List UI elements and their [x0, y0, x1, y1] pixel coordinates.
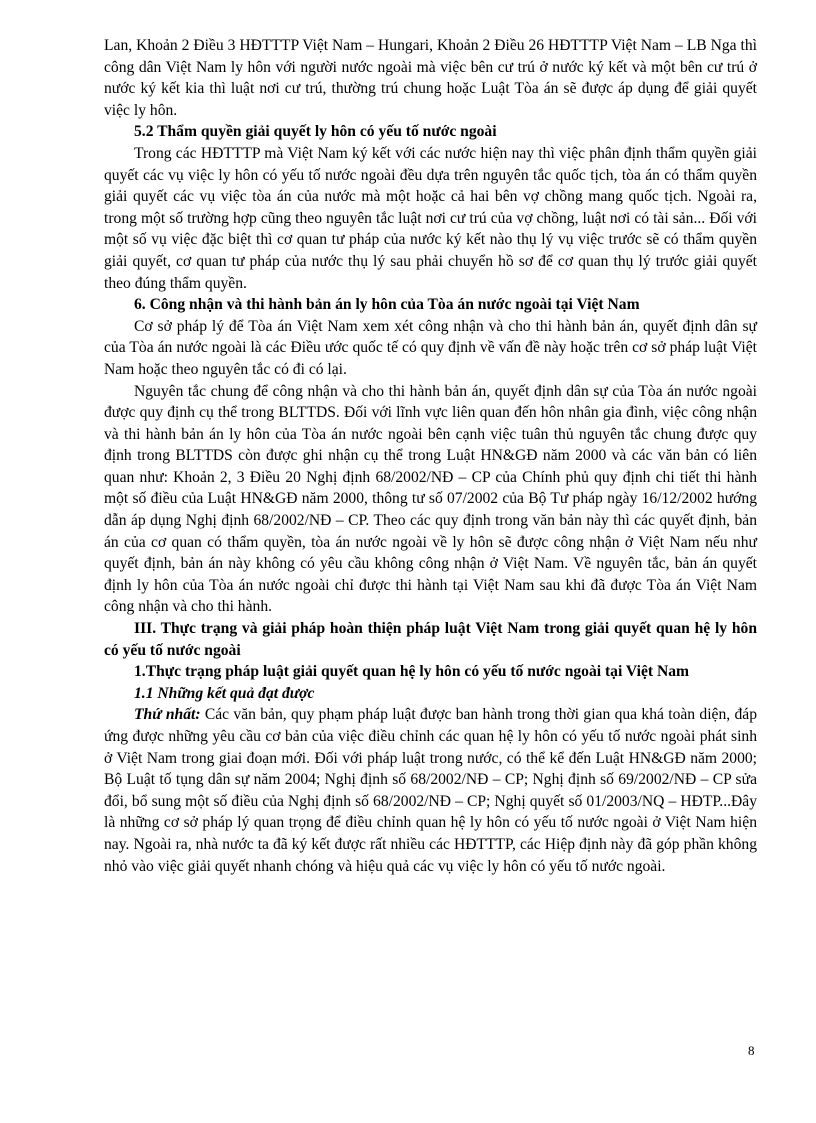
document-page [104, 35, 757, 877]
page-number: 8 [748, 1043, 755, 1058]
paragraph-6-b: Nguyên tắc chung để công nhận và cho thi hành bản án, quyết định dân sự của Tòa án nước ngoài được quy định cụ thể trong BLTTDS. Đối với lĩnh vực liên quan đến hôn nhân gia đình, việc công nhận và thi hành bản án ly hôn của Tòa án nước ngoài bên cạnh việc tuân thủ nguyên tắc chung được quy định trong BLTTDS còn được ghi nhận cụ thể trong Luật HN&GĐ năm 2000 và các văn bản có liên quan như: Khoản 2, 3 Điều 20 Nghị định 68/2002/NĐ – CP của Chính phủ quy định chi tiết thi hành một số điều của Luật HN&GĐ năm 2000, thông tư số 07/2002 của Bộ Tư pháp ngày 16/12/2002 hướng dẫn áp dụng Nghị định 68/2002/NĐ – CP. Theo các quy định trong văn bản này thì các quyết định, bản án của cơ quan có thẩm quyền, tòa án nước ngoài về ly hôn sẽ được công nhận ở Việt Nam nếu như quyết định, bản án này không có yêu cầu không công nhận ở Việt Nam. Về nguyên tắc, bản án quyết định ly hôn của Tòa án nước ngoài chỉ được thi hành tại Việt Nam sau khi đã được Tòa án Việt Nam công nhận và cho thi hành. [104, 382, 757, 616]
heading-1: 1.Thực trạng pháp luật giải quyết quan hệ ly hôn có yếu tố nước ngoài tại Việt Nam [134, 663, 690, 681]
paragraph-5-2: Trong các HĐTTTP mà Việt Nam ký kết với các nước hiện nay thì việc phân định thẩm quyền giải quyết các vụ việc ly hôn có yếu tố nước ngoài đều dựa trên nguyên tắc quốc tịch, tòa án có thẩm quyền giải quyết các vụ việc tòa án của nước mà một hoặc cả hai bên vợ chồng mang quốc tịch. Ngoài ra, trong một số trường hợp cũng theo nguyên tắc luật nơi cư trú của vợ chồng, luật nơi có tài sản... Đối với một số vụ việc đặc biệt thì cơ quan tư pháp của nước ký kết nào thụ lý vụ việc trước sẽ có thẩm quyền giải quyết, cơ quan tư pháp của nước thụ lý sau phải chuyển hồ sơ để cơ quan thụ lý trước giải quyết theo đúng thẩm quyền. [104, 144, 757, 292]
paragraph-6-a: Cơ sở pháp lý để Tòa án Việt Nam xem xét công nhận và cho thi hành bản án, quyết định dân sự của Tòa án nước ngoài là các Điều ước quốc tế có quy định về vấn đề này hoặc trên cơ sở pháp luật Việt Nam hoặc theo nguyên tắc có đi có lại. [104, 317, 757, 378]
paragraph-1-1 [104, 704, 757, 877]
heading-5-2: 5.2 Thẩm quyền giải quyết ly hôn có yếu tố nước ngoài [134, 123, 497, 141]
heading-section-III: III. Thực trạng và giải pháp hoàn thiện pháp luật Việt Nam trong giải quyết quan hệ ly hôn có yếu tố nước ngoài [104, 620, 757, 659]
paragraph-continuation: Lan, Khoản 2 Điều 3 HĐTTTP Việt Nam – Hungari, Khoản 2 Điều 26 HĐTTTP Việt Nam – LB Nga thì công dân Việt Nam ly hôn với người nước ngoài mà việc bên cư trú ở nước ký kết và một bên cư trú ở nước ký kết kia thì luật nơi cư trú, thường trú chung hoặc Luật Tòa án sẽ được áp dụng để giải quyết việc ly hôn. [104, 37, 757, 119]
heading-1-1: 1.1 Những kết quả đạt được [134, 684, 315, 702]
paragraph-1-1-body: Các văn bản, quy phạm pháp luật được ban hành trong thời gian qua khá toàn diện, đáp ứng được những yêu cầu cơ bản của việc điều chỉnh các quan hệ ly hôn có yếu tố nước ngoài phát sinh ở Việt Nam trong giai đoạn mới. Đối với pháp luật trong nước, có thể kể đến Luật HN&GĐ năm 2000; Bộ Luật tố tụng dân sự năm 2004; Nghị định số 68/2002/NĐ – CP; Nghị định số 69/2002/NĐ – CP sửa đổi, bổ sung một số điều của Nghị định số 68/2002/NĐ – CP; Nghị quyết số 01/2003/NQ – HĐTP...Đây là những cơ sở pháp lý quan trọng để điều chỉnh quan hệ ly hôn có yếu tố nước ngoài ở Việt Nam hiện nay. Ngoài ra, nhà nước ta đã ký kết được rất nhiều các HĐTTTP, các Hiệp định này đã góp phần không nhỏ vào việc giải quyết nhanh chóng và hiệu quả các vụ việc ly hôn có yếu tố nước ngoài. [104, 706, 757, 875]
heading-6: 6. Công nhận và thi hành bản án ly hôn của Tòa án nước ngoài tại Việt Nam [134, 296, 640, 314]
paragraph-1-1-lead: Thứ nhất: [134, 706, 201, 724]
